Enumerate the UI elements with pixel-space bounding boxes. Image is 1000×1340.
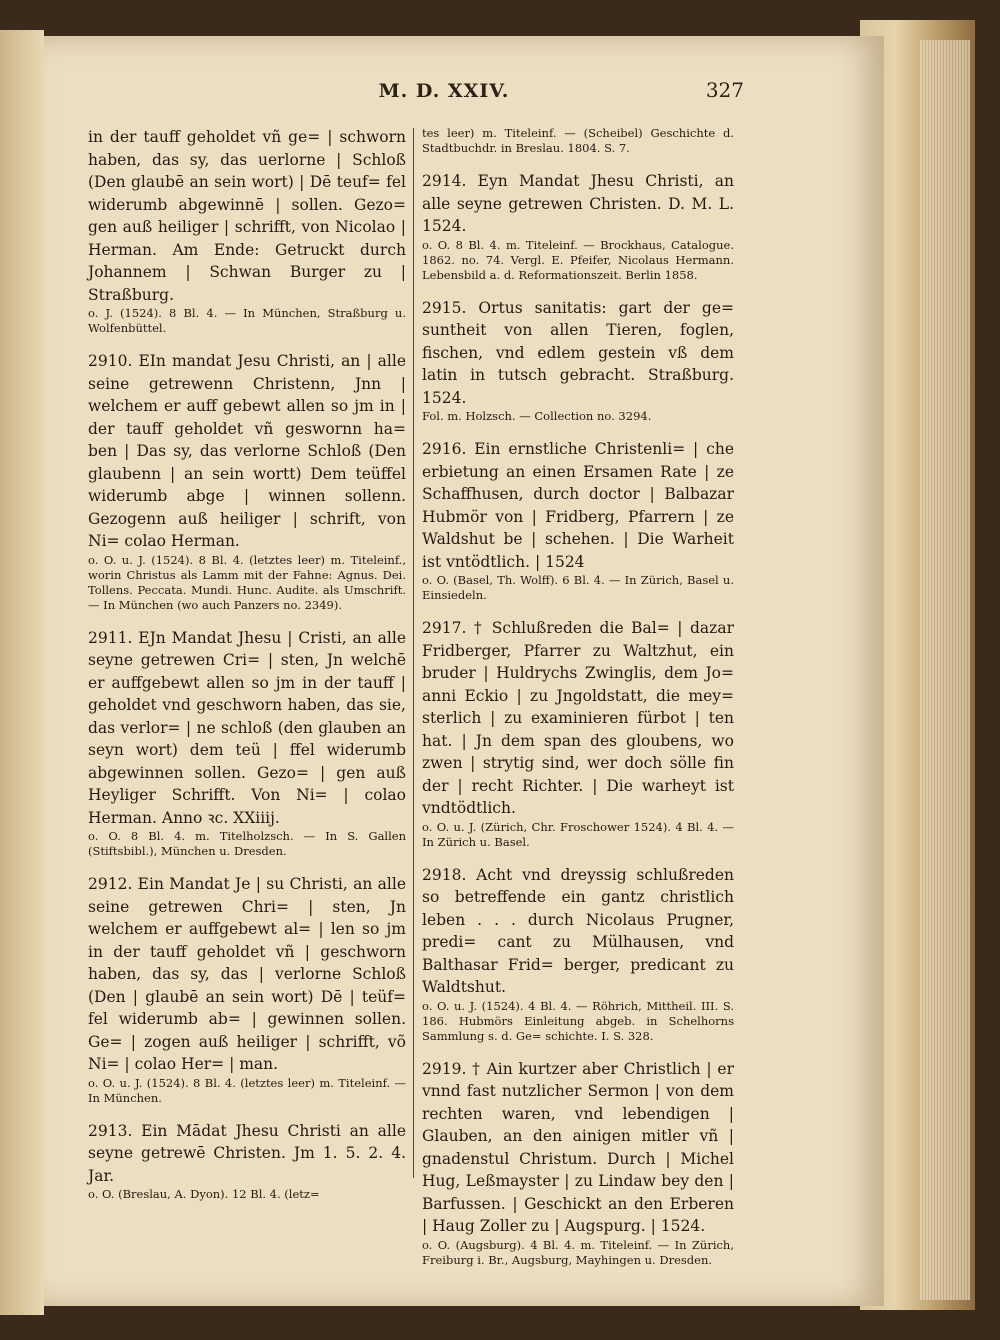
entry-2912	[88, 873, 406, 1106]
entry-title: 2917. † Schlußreden die Bal= | dazar Fridberger, Pfarrer zu Waltzhut, ein bruder | Huldrychs Zwinglis, dem Jo= anni Eckio | zu Jngoldstatt, die mey= sterlich | zu examinieren fürbot | ten hat. | Jn dem span des gloubens, wo zwen | strytig sind, wer doch sölle fin der | recht Richter. | Die warheyt ist vndtödtlich.	[422, 619, 734, 817]
entry-title: in der tauff geholdet vñ ge= | schworn haben, das sy, das uerlorne | Schloß (Den glaubē an sein wort) | Dē teuf= fel widerumb abgewinnē | sollen. Gezo= gen auß heiliger | schrifft, von Nicolao | Herman. Am Ende: Getruckt durch Johannem | Schwan Burger zu | Straßburg.	[88, 128, 406, 304]
right-column	[422, 126, 734, 1282]
entry-title: 2914. Eyn Mandat Jhesu Christi, an alle seyne getrewen Christen. D. M. L. 1524.	[422, 172, 734, 235]
left-column	[88, 126, 406, 1216]
entry-title: 2915. Ortus sanitatis: gart der ge= suntheit von allen Tieren, foglen, fischen, vnd edlem gestein vß dem latin in tutsch gebracht. Straßburg. 1524.	[422, 298, 734, 407]
entry-2918	[422, 864, 734, 1044]
entry-note: o. O. u. J. (1524). 4 Bl. 4. — Röhrich, Mittheil. III. S. 186. Hubmörs Einleitung abgeb. in Schelhorns Sammlung s. d. Ge= schichte. I. S. 328.	[422, 998, 734, 1043]
entry-note: o. O. (Basel, Th. Wolff). 6 Bl. 4. — In Zürich, Basel u. Einsiedeln.	[422, 573, 734, 602]
entry-title: 2919. † Ain kurtzer aber Christlich | er vnnd fast nutzlicher Sermon | von dem rechten waren, vnd lebendigen | Glauben, an den ainigen mitler vñ | gnadenstul Christum. Durch | Michel Hug, Leßmayster | zu Lindaw bey den | Barfussen. | Geschickt an den Erberen | Haug Zoller zu | Augspurg. | 1524.	[422, 1059, 734, 1235]
entry-note: o. O. (Breslau, A. Dyon). 12 Bl. 4. (letz=	[88, 1187, 320, 1201]
entry-2913	[88, 1120, 406, 1203]
entry-note: o. O. 8 Bl. 4. m. Titelholzsch. — In S. Gallen (Stiftsbibl.), München u. Dresden.	[88, 829, 406, 858]
entry-note: o. O. 8 Bl. 4. m. Titeleinf. — Brockhaus, Catalogue. 1862. no. 74. Vergl. E. Pfeifer, Nicolaus Hermann. Lebensbild a. d. Reformationszeit. Berlin 1858.	[422, 237, 734, 282]
entry-2916	[422, 438, 734, 603]
entry-2917	[422, 617, 734, 850]
entry-note: o. O. u. J. (1524). 8 Bl. 4. (letztes leer) m. Titeleinf. — In München.	[88, 1075, 406, 1105]
entry-2915	[422, 297, 734, 425]
entry-title: 2910. EIn mandat Jesu Christi, an | alle seine getrewenn Christenn, Jnn | welchem er auff gebewt allen so jm in | der tauff geholdet vñ geswornn ha= ben | Das sy, das verlorne Schloß (Den glaubenn | an sein wortt) Dem teüffel widerumb abge | winnen sollenn. Gezogenn auß heiliger | schrift, von Ni= colao Herman.	[88, 352, 406, 550]
entry-note: o. O. (Augsburg). 4 Bl. 4. m. Titeleinf. — In Zürich, Freiburg i. Br., Augsburg, Mayhingen u. Dresden.	[422, 1237, 734, 1267]
entry-title: 2918. Acht vnd dreyssig schlußreden so betreffende ein gantz christlich leben . . . durch Nicolaus Prugner, predi= cant zu Mülhausen, vnd Balthasar Frid= berger, predicant zu Waldtshut.	[422, 865, 734, 996]
entry-2919	[422, 1058, 734, 1268]
entry-note: o. O. u. J. (Zürich, Chr. Froschower 1524). 4 Bl. 4. — In Zürich u. Basel.	[422, 819, 734, 849]
entry-note: o. O. u. J. (1524). 8 Bl. 4. (letztes leer) m. Titeleinf., worin Christus als Lamm mit der Fahne: Agnus. Dei. Tollens. Peccata. Mundi. Hunc. Audite. als Umschrift. — In München (wo auch Panzers no. 2349).	[88, 552, 406, 612]
entry-title: 2912. Ein Mandat Je | su Christi, an alle seine getrewen Chri= | sten, Jn welchem er auffgebewt al= | len so jm in der tauff geholdet vñ | geschworn haben, das sy, das | verlorne Schloß (Den | glaubē an sein wort) Dē | teüf= fel widerumb ab= | gewinnen sollen. Ge= | zogen auß heiliger | schrifft, võ Ni= | colao Her= | man.	[88, 875, 406, 1073]
entry-title: 2911. EJn Mandat Jhesu | Cristi, an alle seyne getrewen Cri= | sten, Jn welchē er auffgebewt allen so jm in der tauff | geholdet vnd geschworn haben, das sie, das verlor= | ne schloß (den glauben an seyn wort) dem teü | ffel widerumb abgewinnen sollen. Gezo= | gen auß Heyliger Schrifft. Von Ni= | colao Herman. Anno ꝛc. XXiiij.	[88, 628, 406, 827]
page-stack-edge	[920, 40, 970, 1300]
entry-note: tes leer) m. Titeleinf. — (Scheibel) Geschichte d. Stadtbuchdr. in Breslau. 1804. S. 7.	[422, 126, 734, 155]
page-number: 327	[705, 78, 744, 102]
entry-2913-continued	[422, 126, 734, 156]
entry-2914	[422, 170, 734, 283]
entry-2910	[88, 350, 406, 613]
entry-title: 2913. Ein Mādat Jhesu Christi an alle seyne getrewē Christen. Jm 1. 5. 2. 4. Jar.	[88, 1121, 406, 1185]
running-head: M. D. XXIV.	[378, 80, 510, 102]
entry-title: 2916. Ein ernstliche Christenli= | che erbietung an einen Ersamen Rate | ze Schaffhusen, durch doctor | Balbazar Hubmör von | Fridberg, Pfarrern | ze Waldshut be | schehen. | Die Warheit ist vntödtlich. | 1524	[422, 440, 734, 571]
entry-note: o. J. (1524). 8 Bl. 4. — In München, Straßburg u. Wolfenbüttel.	[88, 306, 406, 335]
book-page	[44, 36, 884, 1306]
entry-2911	[88, 627, 406, 860]
column-divider	[413, 128, 414, 1178]
entry-note: Fol. m. Holzsch. — Collection no. 3294.	[422, 409, 652, 423]
entry-continuation	[88, 126, 406, 336]
facing-page-edge	[0, 30, 44, 1315]
